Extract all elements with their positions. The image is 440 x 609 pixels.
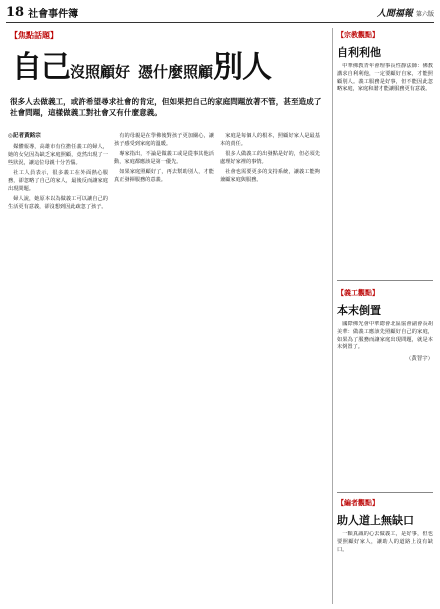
opinion-paragraph: 國際佛光會中華總會北區協會副會長胡美華：做義工應該先照顧好自己的家庭，如果為了服務而讓家庭出現問題，就是本末倒置了。 [337,321,433,351]
opinion-body [337,531,433,554]
divider [337,280,433,281]
paper-title: 人間福報 [376,9,413,19]
lead-paragraph: 很多人去做義工，或許希望尋求社會的肯定，但如果把自己的家庭問題放著不管，甚至造成了社會問題，這樣做義工對社會又有什麼意義。 [10,97,322,117]
issue-label: 第六版 [415,11,434,18]
article-paragraph: 有的母親是在學佛後對孩子更加關心，讓孩子感受到家庭的溫暖。 [114,133,214,147]
headline [12,42,322,84]
opinion-signature: （黃智宇） [406,356,433,363]
opinion-title: 助人道上無缺口 [337,514,414,527]
headline-part-1: 自己 [12,50,70,85]
opinion-body [337,321,433,352]
article-paragraph: 很多人做義工的出發點是好的，但必須先處理好家裡的事情。 [220,151,320,165]
opinion-tag: 【編者觀點】 [337,499,379,507]
byline: ◎記者黃銘宗 [8,133,41,139]
sidebar [332,28,434,604]
opinion-body [337,63,433,94]
page-number: 18 [6,5,25,20]
article-column-2 [114,132,214,602]
article-paragraph: 媒體報導，高雄市有位擔任義工的婦人，她的女兒因為缺乏家庭照顧，竟然出現了一些狀況，讓這位母親十分苦惱。 [8,144,108,166]
article-column-3 [220,132,320,602]
article-paragraph: 社工人員表示，很多義工在外面熱心服務，卻忽略了自己的家人，最後反而讓家庭出現問題。 [8,170,108,192]
section-name: 社會事件簿 [28,9,79,20]
opinion-title: 自利利他 [337,46,381,59]
paper-name [377,6,434,19]
opinion-paragraph: 中華佛教青年會理事長性靜法師：佛教講求自利利他，一定要顧好自家，才能照顧別人。義工服務是好事，但不能因此忽略家庭，家庭和諧才能讓服務更有意義。 [337,63,433,93]
opinion-paragraph: 一顆真誠的心去做義工，是好事，但也要照顧好家人，讓助人的道路上沒有缺口。 [337,531,433,553]
masthead [6,3,434,23]
opinion-tag: 【宗教觀點】 [337,31,379,39]
opinion-title: 本末倒置 [337,304,381,317]
article-paragraph: 婦人說，她原本以為做義工可以讓自己的生活更有意義，卻沒想到因此疏忽了孩子。 [8,196,108,210]
article-paragraph: 專家指出，不論是做義工或是從事其他活動，家庭都應該是第一優先。 [114,151,214,165]
article-column-1 [8,132,108,602]
headline-part-4: 別人 [213,50,272,85]
article-paragraph: 社會也需要更多的支持系統，讓義工能夠兼顧家庭與服務。 [220,169,320,183]
topic-tag: 【焦點話題】 [10,31,58,40]
article-paragraph: 家庭是每個人的根本，照顧好家人是最基本的責任。 [220,133,320,147]
headline-part-3: 憑什麼照顧 [138,63,214,81]
divider [337,492,433,493]
article-paragraph: 如果家庭照顧好了，再去幫助別人，才能真正發揮服務的意義。 [114,169,214,183]
opinion-tag: 【義工觀點】 [337,289,379,297]
headline-part-2: 沒照顧好 [70,63,131,81]
opinion-box-editor [337,498,433,604]
opinion-box-volunteer [337,288,433,488]
opinion-box-religion [337,30,433,258]
